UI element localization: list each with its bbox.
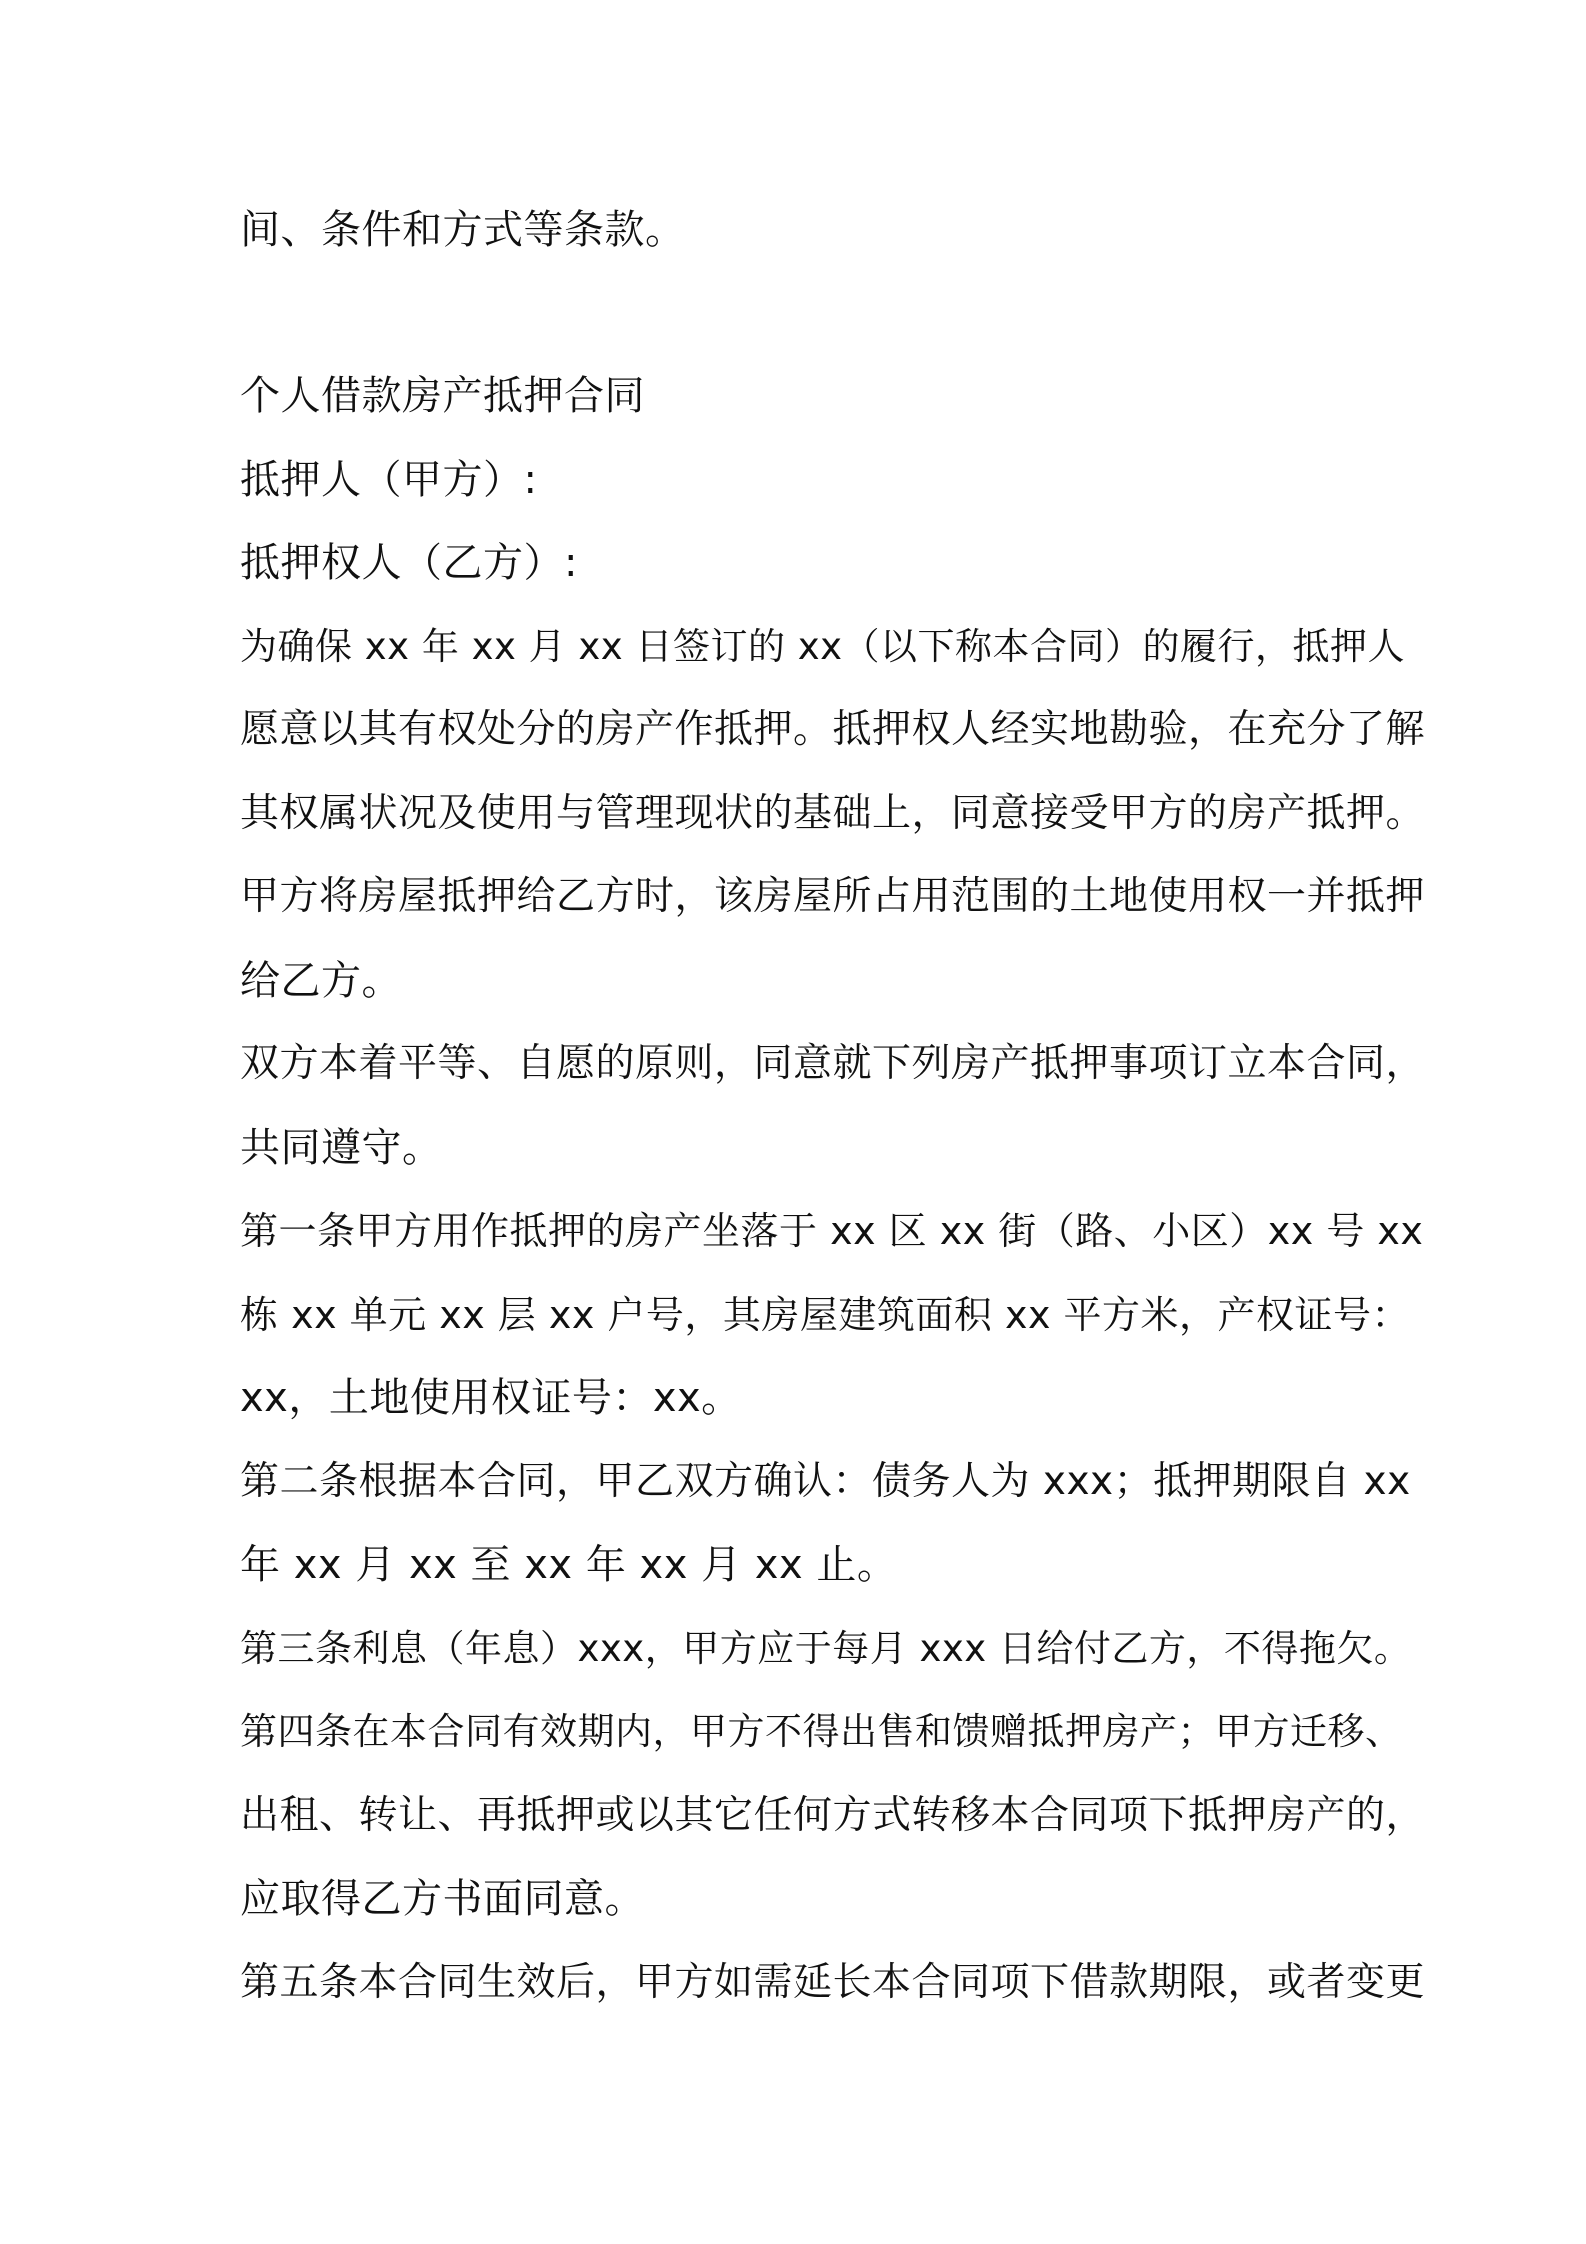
article-1-line: xx，土地使用权证号：xx。 (240, 1375, 742, 1421)
preamble-line: 给乙方。 (240, 958, 402, 1004)
article-1-line: 第一条甲方用作抵押的房产坐落于 xx 区 xx 街（路、小区）xx 号 xx (240, 1209, 1424, 1253)
preamble-line: 甲方将房屋抵押给乙方时，该房屋所占用范围的土地使用权一并抵押 (240, 874, 1426, 919)
preamble-line: 愿意以其有权处分的房产作抵押。抵押权人经实地勘验，在充分了解 (240, 707, 1426, 752)
article-2-line: 第二条根据本合同，甲乙双方确认：债务人为 xxx；抵押期限自 xx (240, 1459, 1411, 1504)
mortgagee-label: 抵押权人（乙方）: (240, 540, 578, 586)
text-line-continuation: 间、条件和方式等条款。 (240, 207, 686, 253)
preamble-line: 为确保 xx 年 xx 月 xx 日签订的 xx（以下称本合同）的履行，抵押人 (240, 625, 1405, 668)
preamble-line: 其权属状况及使用与管理现状的基础上，同意接受甲方的房产抵押。 (240, 791, 1426, 836)
mortgagor-label: 抵押人（甲方）: (240, 457, 538, 503)
article-2-line: 年 xx 月 xx 至 xx 年 xx 月 xx 止。 (240, 1542, 898, 1588)
article-1-line: 栋 xx 单元 xx 层 xx 户号，其房屋建筑面积 xx 平方米，产权证号： (240, 1293, 1411, 1337)
article-3-line: 第三条利息（年息）xxx，甲方应于每月 xxx 日给付乙方，不得拖欠。 (240, 1627, 1412, 1670)
contract-title: 个人借款房产抵押合同 (240, 373, 645, 419)
principle-line: 共同遵守。 (240, 1125, 443, 1171)
article-4-line: 应取得乙方书面同意。 (240, 1876, 645, 1922)
article-4-line: 出租、转让、再抵押或以其它任何方式转移本合同项下抵押房产的， (240, 1793, 1426, 1838)
article-4-line: 第四条在本合同有效期内，甲方不得出售和馈赠抵押房产；甲方迁移、 (240, 1710, 1403, 1753)
article-5-line: 第五条本合同生效后，甲方如需延长本合同项下借款期限，或者变更 (240, 1960, 1426, 2005)
principle-line: 双方本着平等、自愿的原则，同意就下列房产抵押事项订立本合同， (240, 1041, 1426, 1086)
